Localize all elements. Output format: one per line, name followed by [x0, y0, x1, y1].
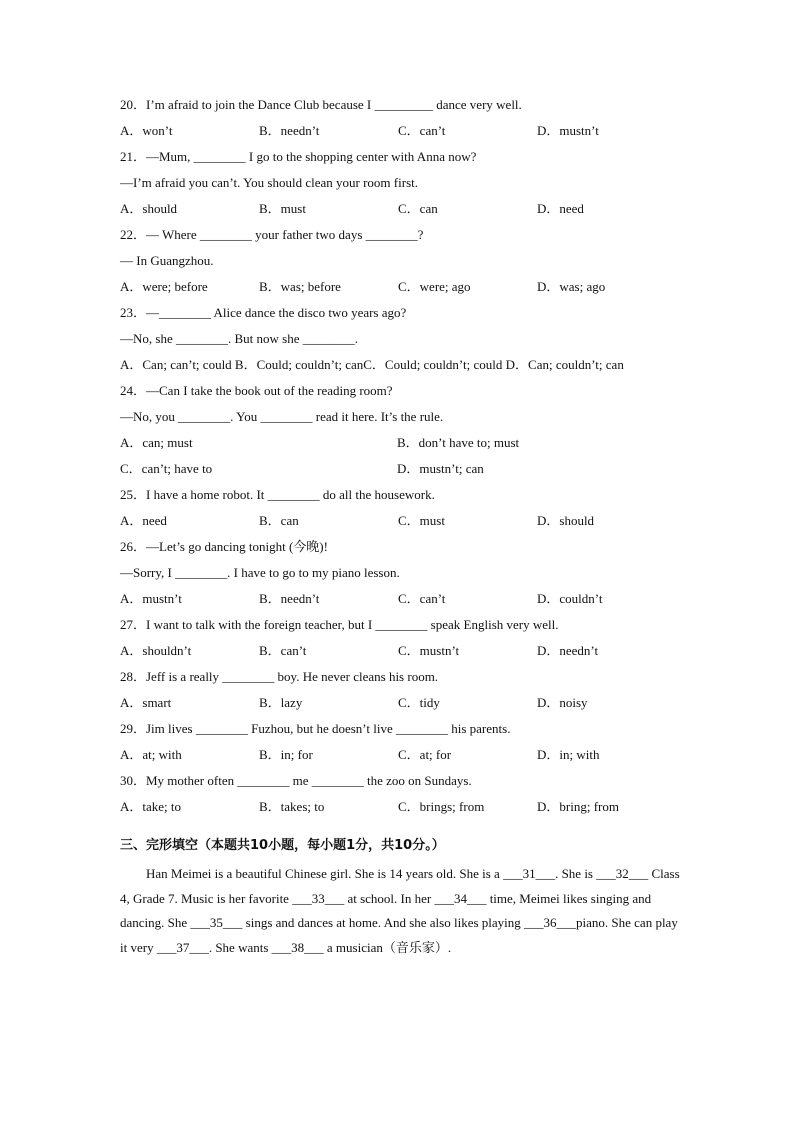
option-c: C．can’t [398, 591, 446, 606]
option-c: C．brings; from [398, 799, 485, 814]
option-d: D．was; ago [537, 279, 606, 294]
option-a: A．were; before [120, 279, 208, 294]
question-25: 25．I have a home robot. It ________ do all the housework. [120, 487, 435, 502]
option-c: C．at; for [398, 747, 452, 762]
option-b: B．lazy [259, 695, 303, 710]
options-20 [120, 122, 680, 140]
option-a: A．can; must [120, 435, 193, 450]
options-24-row-1 [120, 434, 680, 452]
question-26: 26．—Let’s go dancing tonight (今晚)! [120, 539, 328, 554]
question-24-dialogue: —No, you ________. You ________ read it here. It’s the rule. [120, 409, 444, 424]
option-b: B．needn’t [259, 591, 320, 606]
options-25 [120, 512, 680, 530]
option-a: A．at; with [120, 747, 182, 762]
question-23: 23．—________ Alice dance the disco two years ago? [120, 305, 407, 320]
option-a: A．should [120, 201, 178, 216]
option-b: B．must [259, 201, 306, 216]
question-26-dialogue: —Sorry, I ________. I have to go to my piano lesson. [120, 565, 400, 580]
option-c: C．tidy [398, 695, 440, 710]
options-27 [120, 642, 680, 660]
option-a: A．smart [120, 695, 172, 710]
option-c: C．mustn’t [398, 643, 460, 658]
question-22-dialogue: — In Guangzhou. [120, 253, 214, 268]
option-c: C．must [398, 513, 445, 528]
options-30 [120, 798, 680, 816]
option-d: D．couldn’t [537, 591, 603, 606]
option-a: A．take; to [120, 799, 182, 814]
options-28 [120, 694, 680, 712]
option-b: B．can [259, 513, 299, 528]
options-24-row-2 [120, 460, 680, 478]
option-d: D．need [537, 201, 584, 216]
option-b: B．don’t have to; must [397, 435, 520, 450]
option-a: A．need [120, 513, 167, 528]
option-c: C．can’t; have to [120, 461, 213, 476]
option-d: D．should [537, 513, 595, 528]
option-c: C．were; ago [398, 279, 471, 294]
options-26 [120, 590, 680, 608]
option-b: B．can’t [259, 643, 307, 658]
option-c: C．can’t [398, 123, 446, 138]
question-29: 29．Jim lives ________ Fuzhou, but he doesn’t live ________ his parents. [120, 721, 511, 736]
option-d: D．bring; from [537, 799, 619, 814]
option-b: B．takes; to [259, 799, 325, 814]
question-30: 30．My mother often ________ me ________ the zoo on Sundays. [120, 773, 472, 788]
question-23-dialogue: —No, she ________. But now she ________. [120, 331, 358, 346]
section-title-cloze: 三、完形填空（本题共10小题，每小题1分，共10分。） [120, 838, 445, 853]
option-d: D．in; with [537, 747, 600, 762]
cloze-passage [120, 862, 680, 960]
question-20: 20．I’m afraid to join the Dance Club because I _________ dance very well. [120, 97, 522, 112]
worksheet-page [120, 96, 680, 960]
option-d: D．needn’t [537, 643, 599, 658]
option-c: C．can [398, 201, 438, 216]
option-a: A．won’t [120, 123, 173, 138]
cloze-passage-text: Han Meimei is a beautiful Chinese girl. She is 14 years old. She is a ___31___. She is ___32___ Class 4, Grade 7. Music is her favorite ___33___ at school. In her ___34___ time, Meimei likes singing and dancing. She ___35___ sings and dances at home. And she also likes playing ___36___piano. She can play it very ___37___. She wants ___38___ a musician（音乐家）. [120, 866, 680, 955]
option-d: D．noisy [537, 695, 588, 710]
question-28: 28．Jeff is a really ________ boy. He never cleans his room. [120, 669, 439, 684]
option-a: A．shouldn’t [120, 643, 192, 658]
question-27: 27．I want to talk with the foreign teacher, but I ________ speak English very well. [120, 617, 559, 632]
option-b: B．in; for [259, 747, 313, 762]
options-29 [120, 746, 680, 764]
option-b: B．needn’t [259, 123, 320, 138]
options-21 [120, 200, 680, 218]
question-21-dialogue: —I’m afraid you can’t. You should clean your room first. [120, 175, 418, 190]
options-22 [120, 278, 680, 296]
option-d: D．mustn’t; can [397, 461, 484, 476]
question-21: 21．—Mum, ________ I go to the shopping center with Anna now? [120, 149, 477, 164]
option-d: D．mustn’t [537, 123, 599, 138]
option-b: B．was; before [259, 279, 341, 294]
question-24: 24．—Can I take the book out of the reading room? [120, 383, 393, 398]
question-22: 22．— Where ________ your father two days ________? [120, 227, 424, 242]
option-a: A．mustn’t [120, 591, 182, 606]
options-23: A．Can; can’t; could B．Could; couldn’t; canC．Could; couldn’t; could D．Can; couldn’t; can [120, 357, 624, 372]
